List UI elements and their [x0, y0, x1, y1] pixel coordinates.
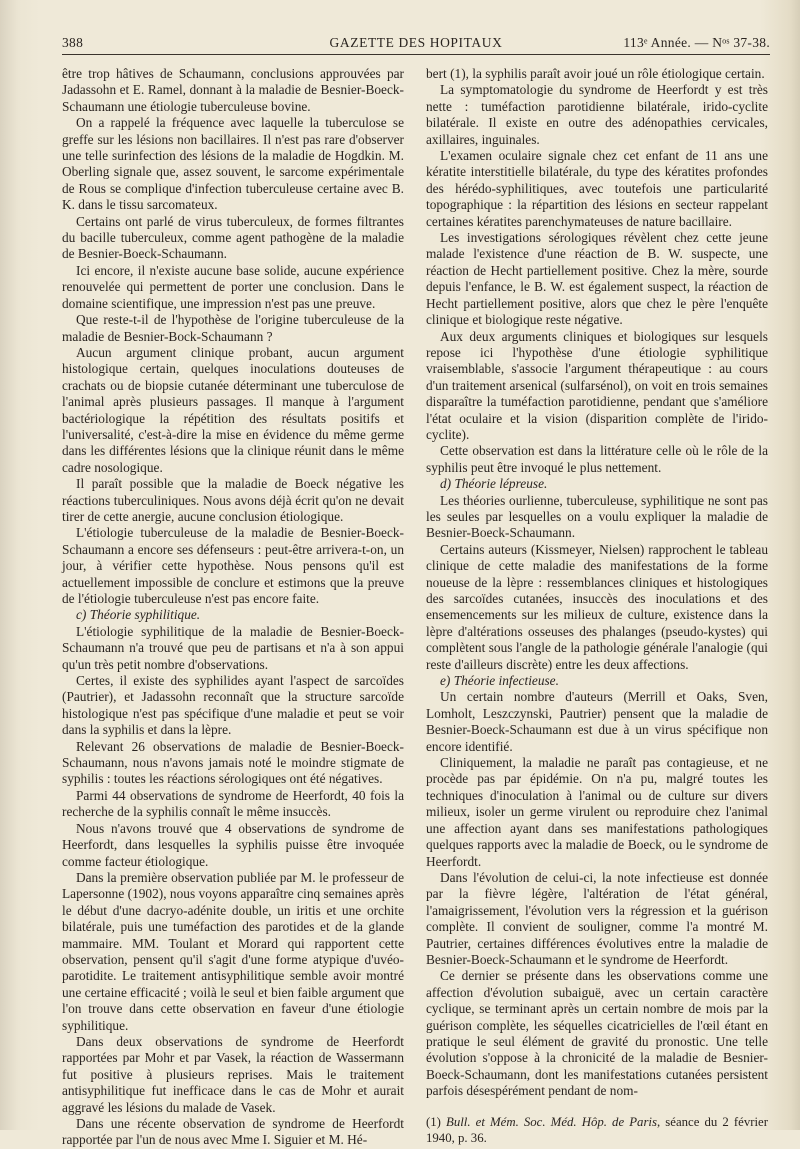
paragraph: Cliniquement, la maladie ne paraît pas contagieuse, et ne procède pas par épidémie. On n'a pu, malgré toutes les techniques d'inoculation à l'animal ou de culture sur divers milieux, isoler un germe virulent ou reproduire chez l'animal une affection ayant dans ses manifestations pathologiques quelques rapports avec la maladie de Boeck, ou le syndrome de Heerfordt. [426, 755, 768, 869]
paragraph: L'étiologie tuberculeuse de la maladie de Besnier-Boeck-Schaumann a encore ses défenseurs : peut-être arrivera-t-on, un jour, à vérifier cette hypothèse. Nous pensons qu'il est actuellement impossible de conclure et estimons que la preuve de l'étiologie tuberculeuse n'est pas encore faite. [62, 525, 404, 606]
paragraph: être trop hâtives de Schaumann, conclusions approuvées par Jadassohn et E. Ramel, donnant à la maladie de Besnier-Boeck-Schaumann une étiologie tuberculeuse bovine. [62, 66, 404, 114]
section-label: d) [440, 476, 455, 492]
paragraph: Aucun argument clinique probant, aucun argument histologique certain, quelques inoculations douteuses de crachats ou de biopsie cutanée déterminant une tuberculose de l'animal après plusieurs passages. Il manque à l'argument bactériologique la répétition des résultats positifs et l'universalité, c'est-à-dire la mise en évidence du même germe dans les différentes lésions que la clinique réunit dans le même cadre nosologique. [62, 344, 404, 475]
section-heading [426, 476, 768, 492]
paragraph: Que reste-t-il de l'hypothèse de l'origine tuberculeuse de la maladie de Besnier-Bock-Schaumann ? [62, 312, 404, 344]
header-rule [62, 54, 770, 55]
running-header [62, 33, 770, 55]
paragraph: Certes, il existe des syphilides ayant l'aspect de sarcoïdes (Pautrier), et Jadassohn reconnaît que la structure sarcoïde histologique n'est pas spécifique d'une maladie et peut se voir dans la syphilis et dans la lèpre. [62, 673, 404, 738]
footnote-source: Bull. et Mém. Soc. Méd. Hôp. de Paris [446, 1114, 657, 1129]
page-number: 388 [62, 35, 84, 50]
paragraph: Il paraît possible que la maladie de Boeck négative les réactions tuberculiniques. Nous avons déjà écrit qu'on ne devait tirer de cette anergie, aucune conclusion étiologique. [62, 476, 404, 524]
section-title: Théorie syphilitique. [89, 607, 201, 623]
section-heading [62, 607, 404, 623]
paragraph: La symptomatologie du syndrome de Heerfordt y est très nette : tuméfaction parotidienne bilatérale, irido-cyclite bilatérale. Il existe en outre des adénopathies cervicales, axillaires, inguinales. [426, 82, 768, 147]
journal-title: GAZETTE DES HOPITAUX [329, 35, 503, 50]
paragraph: On a rappelé la fréquence avec laquelle la tuberculose se greffe sur les lésions non bacillaires. Il n'est pas rare d'observer une telle surinfection des lésions de la maladie de Hogdkin. M. Oberling signale que, assez souvent, le sarcome expérimentale de Rous se complique d'infection tuberculeuse certaine avec B. K. dans le tissu sarcomateux. [62, 115, 404, 213]
section-heading [426, 673, 768, 689]
footnote-marker: (1) [426, 1114, 447, 1129]
paragraph: bert (1), la syphilis paraît avoir joué un rôle étiologique certain. [426, 66, 765, 81]
paragraph: Dans deux observations de syndrome de Heerfordt rapportées par Mohr et par Vasek, la réaction de Wassermann fut positive à plusieurs reprises. Mais le traitement antisyphilitique fut inefficace dans le cas de Mohr et aurait aggravé les lésions du malade de Vasek. [62, 1033, 404, 1115]
paragraph: Certains ont parlé de virus tuberculeux, de formes filtrantes du bacille tuberculeux, comme agent pathogène de la maladie de Besnier-Boeck-Schaumann. [62, 213, 404, 262]
paragraph: Dans l'évolution de celui-ci, la note infectieuse est donnée par la fièvre légère, l'altération de l'état général, l'amaigrissement, l'évolution vers la régression et la guérison complète. Il convient de souligner, comme l'a montré M. Pautrier, certaines différences évolutives entre la maladie de Besnier-Boeck-Schaumann et le syndrome de Heerfordt. [426, 869, 768, 967]
paragraph: Nous n'avons trouvé que 4 observations de syndrome de Heerfordt, dans lesquelles la syphilis puisse être invoquée comme facteur étiologique. [62, 820, 404, 869]
footnote-details: , séance du 2 février 1940, p. 36. [426, 1114, 768, 1145]
paragraph: Les théories ourlienne, tuberculeuse, syphilitique ne sont pas les seules par lesquelles on a voulu expliquer la maladie de Besnier-Boeck-Schaumann. [426, 492, 768, 541]
paragraph: Cette observation est dans la littérature celle où le rôle de la syphilis peut être invoqué le plus nettement. [426, 443, 768, 475]
paragraph: Un certain nombre d'auteurs (Merrill et Oaks, Sven, Lomholt, Leszczynski, Pautrier) pensent que la maladie de Besnier-Boeck-Schaumann est due à un virus spécifique non encore identifié. [426, 689, 768, 754]
right-column [426, 66, 768, 1146]
paragraph: Relevant 26 observations de maladie de Besnier-Boeck-Schaumann, nous n'avons jamais noté le moindre stigmate de syphilis : toutes les réactions sérologiques ont été négatives. [62, 738, 404, 787]
paragraph: Certains auteurs (Kissmeyer, Nielsen) rapprochent le tableau clinique de cette maladie des manifestations de la forme noueuse de la lèpre : ressemblances cliniques et histologiques des sarcoïdes cutanées, insuccès des inoculations et des ensemencements sur les milieux de culture, existence dans la lèpre d'altérations osseuses des phalanges (pseudo-kystes) qui complètent sous l'angle de la pathologie générale l'analogie (qui reste d'ailleurs discrète) entre les deux affections. [426, 541, 768, 672]
paragraph: Les investigations sérologiques révèlent chez cette jeune malade l'existence d'une réaction de B. W. suspecte, une réaction de Hecht partiellement positive. Chez la mère, sourde depuis l'enfance, le B. W. est également suspect, la réaction de Hecht partiellement positive, alors que chez le père l'enquête clinique et biologique reste négative. [426, 230, 768, 328]
paragraph: Dans une récente observation de syndrome de Heerfordt rapportée par l'un de nous avec Mme I. Siguier et M. Hé- [62, 1116, 404, 1148]
left-column [62, 66, 404, 1149]
paragraph: Parmi 44 observations de syndrome de Heerfordt, 40 fois la recherche de la syphilis connaît le même insuccès. [62, 787, 404, 820]
paragraph: Aux deux arguments cliniques et biologiques sur lesquels repose ici l'hypothèse d'une étiologie syphilitique vraisemblable, s'associe l'argument thérapeutique : au cours d'un traitement arsenical (sulfarsénol), on voit en trois semaines disparaître la tuméfaction parotidienne, pendant que s'améliore l'état oculaire et la vision (disparition complète de l'irido-cyclite). [426, 328, 768, 442]
section-title: Théorie infectieuse. [453, 673, 559, 689]
section-label: c) [76, 607, 90, 623]
paragraph: Ce dernier se présente dans les observations comme une affection d'évolution subaiguë, avec un certain caractère cyclique, se terminant après un certain nombre de mois par la guérison complète, les séquelles cicatricielles de l'œil étant en pratique le seul élément de gravité du pronostic. Une telle évolution s'oppose à la chronicité de la maladie de Besnier-Boeck-Schaumann, dont les manifestations cutanées persistent parfois désespérément pendant de nom- [426, 968, 768, 1099]
section-title: Théorie lépreuse. [454, 476, 548, 492]
issue-number: 113ᵉ Année. — Nᵒˢ 37-38. [623, 35, 770, 50]
footnote [426, 1114, 768, 1147]
paragraph: Dans la première observation publiée par M. le professeur de Lapersonne (1902), nous voyons apparaître cinq semaines après le début d'une dacryo-adénite double, un iritis et une orchite bilatérale, puis une tuméfaction des parotides et de la glande mammaire. MM. Toulant et Morard qui rapportent cette observation, pensent qu'il s'agit d'une forme atypique d'uvéo-parotidite. Le traitement antisyphilitique semble avoir montré une certaine efficacité ; voilà le seul et bien faible argument que l'on trouve dans cette observation en faveur d'une étiologie syphilitique. [62, 869, 404, 1033]
paragraph: Ici encore, il n'existe aucune base solide, aucune expérience renouvelée qui permettent de porter une conclusion. Dans le domaine scientifique, une impression n'est pas une preuve. [62, 262, 404, 311]
paragraph: L'étiologie syphilitique de la maladie de Besnier-Boeck-Schaumann n'a trouvé que peu de partisans et n'a à son appui qu'un très petit nombre d'observations. [62, 623, 404, 672]
paragraph: L'examen oculaire signale chez cet enfant de 11 ans une kératite interstitielle bilatérale, du type des kératites profondes des hérédo-syphilitiques, avec toutefois une particularité topographique : la répartition des lésions en secteur rappelant certaines kératites parenchymateuses de nature bacillaire. [426, 148, 768, 229]
section-label: e) [440, 673, 454, 689]
